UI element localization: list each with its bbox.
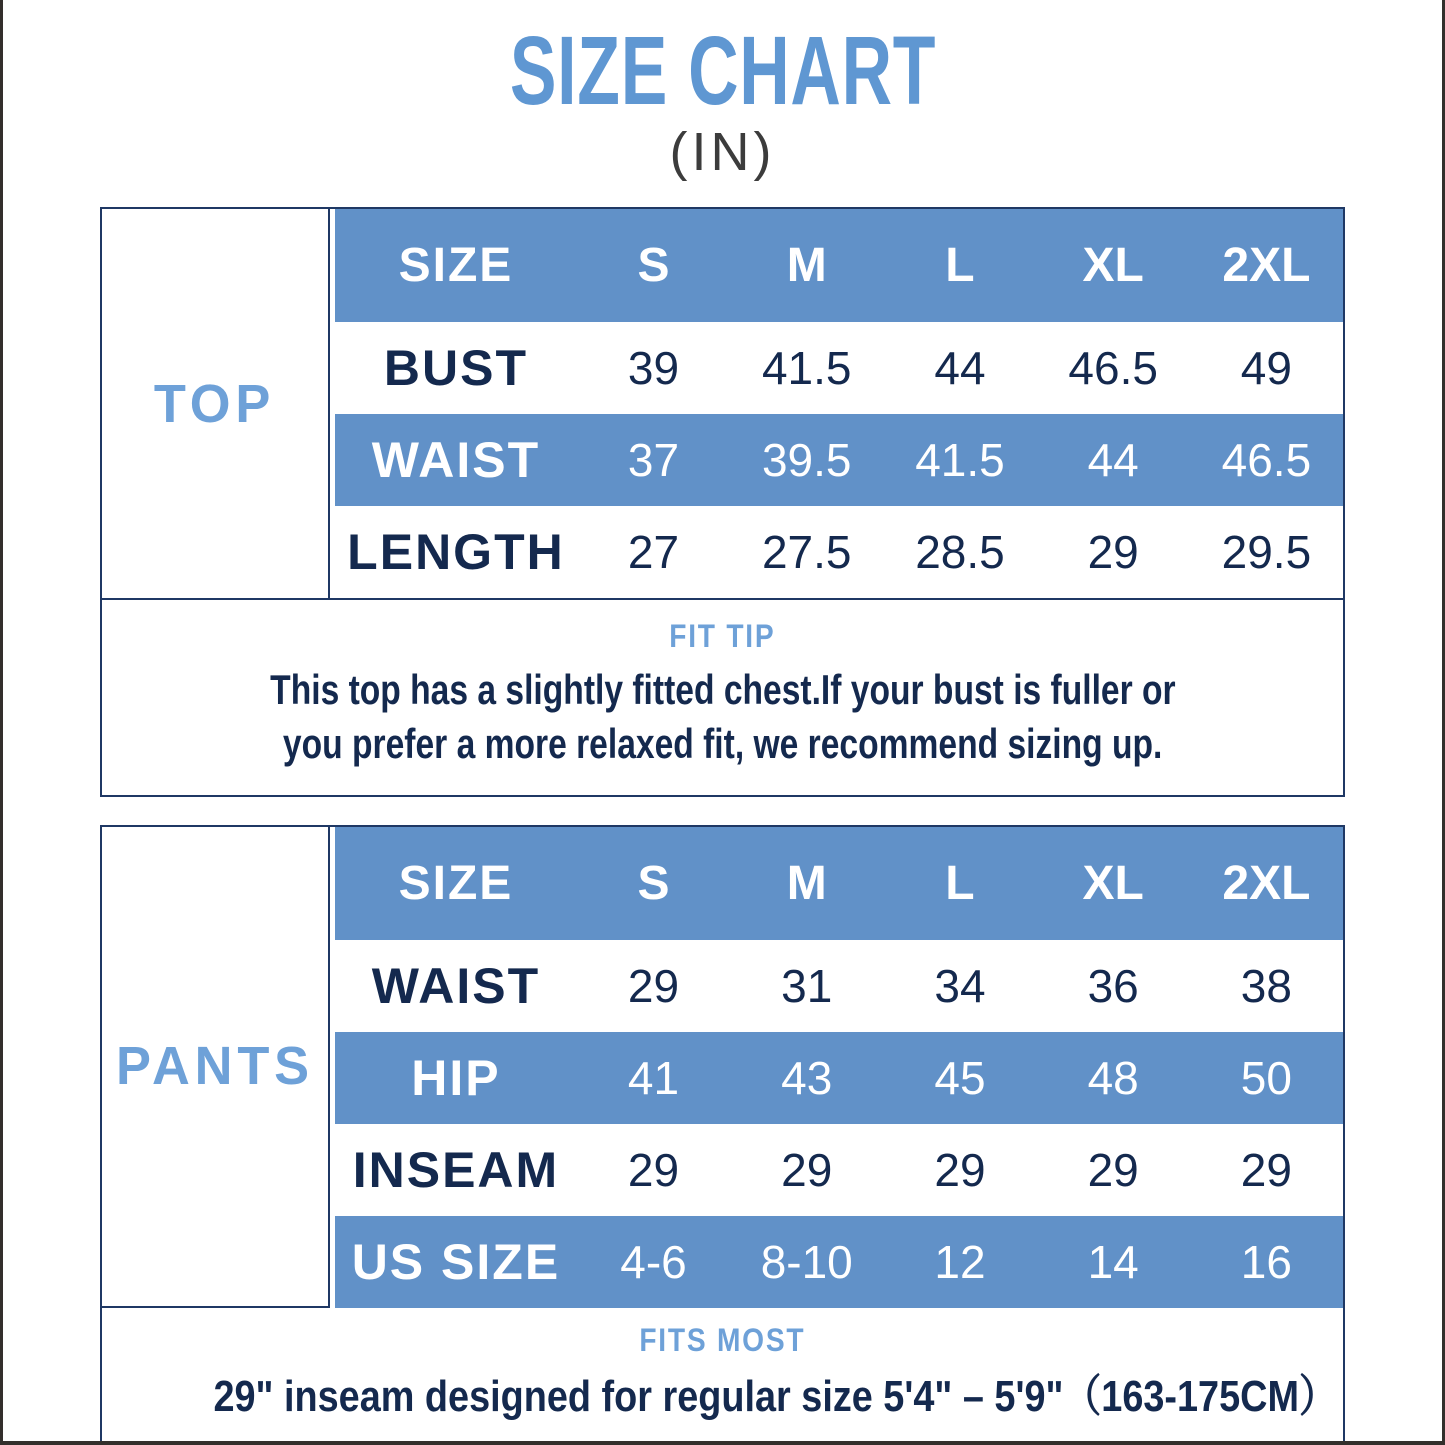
size-value-cell: 14 (1087, 1235, 1139, 1288)
table-row (335, 1032, 1343, 1124)
size-value-cell: 46.5 (1068, 342, 1158, 394)
size-value-cell: 50 (1240, 1051, 1292, 1104)
size-value-cell: 29 (1087, 526, 1139, 578)
header-cell: M (786, 239, 827, 292)
unit-label: (IN) (669, 122, 776, 182)
size-value-cell: 28.5 (915, 526, 1005, 578)
header-cell: XL (1082, 856, 1144, 910)
size-value-cell: 44 (934, 342, 986, 394)
size-value-cell: 36 (1087, 959, 1139, 1012)
size-value-cell: 34 (934, 959, 986, 1012)
pants-size-section (100, 825, 1345, 1445)
size-value-cell: 44 (1087, 434, 1139, 486)
size-value-cell: 41.5 (761, 342, 852, 394)
table-row (335, 1216, 1343, 1308)
table-row (335, 414, 1343, 506)
fit-tip-box (102, 600, 1343, 795)
note-line: you prefer a more relaxed fit, we recommend sizing up. (282, 719, 1163, 767)
fit-tip-body (122, 663, 1323, 771)
top-garment-label: TOP (154, 373, 276, 434)
header-cell: 2XL (1222, 856, 1311, 910)
size-value-cell: 46.5 (1221, 434, 1312, 486)
size-value-cell: 48 (1087, 1051, 1139, 1104)
size-value-cell: 39 (627, 342, 680, 394)
top-size-table (330, 209, 1343, 598)
size-value-cell: 4-6 (620, 1235, 687, 1288)
size-value-cell: 29 (934, 1143, 986, 1196)
table-row (335, 1124, 1343, 1216)
measurement-name-cell: BUST (383, 340, 528, 396)
size-value-cell: 29 (627, 959, 680, 1012)
pants-garment-label: PANTS (116, 1036, 314, 1096)
header-cell: L (945, 239, 975, 292)
fit-tip-title-text: FIT TIP (669, 618, 776, 654)
size-value-cell: 49 (1240, 342, 1292, 394)
pants-size-table (330, 827, 1343, 1308)
fits-most-title (122, 1322, 1323, 1359)
note-line: This top has a slightly fitted chest.If your bust is fuller or (269, 666, 1176, 713)
size-value-cell: 8-10 (760, 1235, 853, 1288)
measurement-name-cell: HIP (411, 1049, 501, 1106)
header-cell: XL (1082, 239, 1144, 292)
measurement-name-cell: WAIST (371, 432, 541, 488)
header-cell: L (945, 856, 975, 910)
size-value-cell: 29.5 (1221, 526, 1312, 578)
measurement-name-cell: WAIST (371, 957, 541, 1014)
header-cell: S (637, 239, 670, 292)
size-value-cell: 37 (627, 434, 680, 486)
fits-most-title-text: FITS MOST (639, 1321, 806, 1358)
fits-most-body (122, 1369, 1337, 1425)
size-value-cell: 45 (934, 1051, 986, 1104)
measurement-name-cell: LENGTH (347, 524, 565, 580)
size-value-cell: 39.5 (761, 434, 852, 486)
size-value-cell: 27 (627, 526, 680, 578)
pants-table-area (102, 827, 1343, 1308)
size-value-cell: 38 (1240, 959, 1292, 1012)
measurement-name-cell: INSEAM (352, 1141, 560, 1198)
header-cell: 2XL (1222, 239, 1311, 292)
size-value-cell: 43 (781, 1051, 833, 1104)
table-row (335, 940, 1343, 1032)
size-value-cell: 41.5 (915, 434, 1005, 486)
table-header-row (335, 209, 1343, 322)
header-cell: M (786, 856, 827, 910)
header-cell: S (637, 856, 670, 910)
pants-label-cell (102, 827, 330, 1308)
size-value-cell: 29 (627, 1143, 680, 1196)
title-block (3, 0, 1442, 183)
top-table-area (102, 209, 1343, 600)
size-value-cell: 12 (934, 1235, 986, 1288)
table-row (335, 506, 1343, 598)
table-row (335, 322, 1343, 414)
fits-most-box (102, 1308, 1343, 1443)
size-value-cell: 31 (781, 959, 833, 1012)
header-cell: SIZE (398, 239, 514, 292)
size-value-cell: 41 (627, 1051, 680, 1104)
size-value-cell: 29 (781, 1143, 833, 1196)
top-size-section (100, 207, 1345, 797)
table-header-row (335, 827, 1343, 940)
page-title-row (3, 16, 1442, 125)
top-label-cell (102, 209, 330, 598)
page-title: SIZE CHART (509, 16, 936, 125)
header-cell: SIZE (398, 856, 514, 910)
note-line: 29" inseam designed for regular size 5'4" – 5'9"（163-175CM） (213, 1371, 1337, 1421)
measurement-name-cell: US SIZE (351, 1233, 561, 1290)
size-value-cell: 27.5 (761, 526, 852, 578)
size-value-cell: 29 (1087, 1143, 1139, 1196)
size-value-cell: 29 (1240, 1143, 1292, 1196)
size-value-cell: 16 (1240, 1235, 1292, 1288)
fit-tip-title (122, 618, 1323, 655)
